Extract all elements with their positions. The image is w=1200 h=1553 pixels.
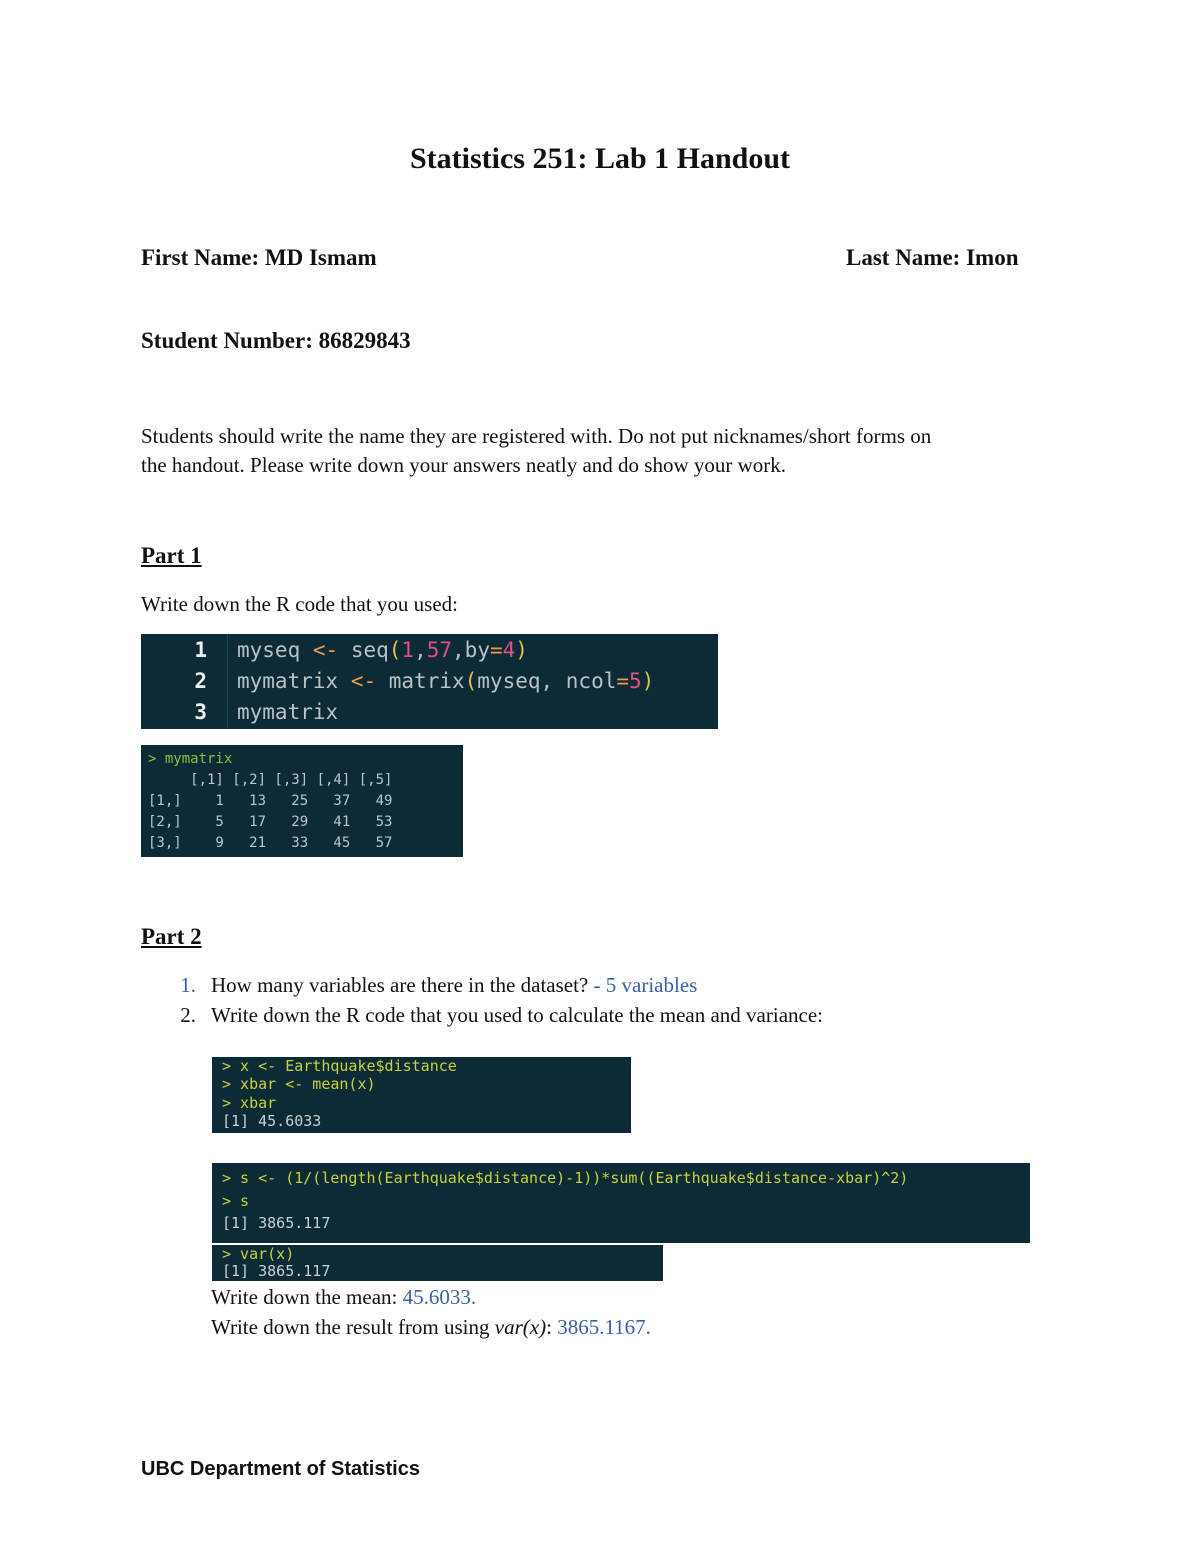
last-name-value: Imon — [966, 245, 1019, 270]
question-1-number: 1. — [180, 973, 196, 997]
footer-department: UBC Department of Statistics — [141, 1458, 420, 1480]
editor-line-1: 1 myseq <- seq(1,57,by=4) — [141, 635, 718, 666]
var-label-colon: : — [546, 1315, 552, 1339]
console-line: > s <- (1/(length(Earthquake$distance)-1))*sum((Earthquake$distance-xbar)^2) — [222, 1169, 909, 1187]
console-matrix-row: [1,] 1 13 25 37 49 — [148, 793, 393, 809]
student-number-label: Student Number: — [141, 328, 313, 353]
question-1-answer: - 5 variables — [593, 973, 698, 997]
var-label-prefix: Write down the result from using — [211, 1315, 495, 1339]
question-2-text: Write down the R code that you used to calculate the mean and variance: — [211, 1003, 824, 1027]
mean-console-screenshot — [212, 1057, 631, 1133]
var-label-function: var(x) — [494, 1315, 547, 1339]
mean-answer-line — [211, 1283, 476, 1312]
console-matrix-header: [,1] [,2] [,3] [,4] [,5] — [148, 772, 393, 788]
part2-heading: Part 2 — [141, 924, 202, 949]
line-number: 1 — [194, 638, 207, 662]
student-number-value: 86829843 — [318, 328, 411, 353]
last-name-field — [846, 245, 1019, 271]
mean-label: Write down the mean: — [211, 1285, 398, 1309]
console-matrix-row: [3,] 9 21 33 45 57 — [148, 835, 393, 851]
part1-prompt: Write down the R code that you used: — [141, 592, 458, 616]
instructions-line-1: Students should write the name they are registered with. Do not put nicknames/short forms on — [141, 424, 932, 448]
line-number: 3 — [194, 700, 207, 724]
last-name-label: Last Name: — [846, 245, 961, 270]
first-name-field — [141, 245, 377, 271]
question-2-number: 2. — [180, 1003, 196, 1027]
console-line: > x <- Earthquake$distance — [222, 1057, 457, 1075]
part1-heading: Part 1 — [141, 543, 202, 568]
page-title: Statistics 251: Lab 1 Handout — [409, 142, 791, 175]
editor-line-2: 2 mymatrix <- matrix(myseq, ncol=5) — [141, 666, 718, 697]
instructions-line-2: the handout. Please write down your answers neatly and do show your work. — [141, 453, 787, 477]
console-output: [1] 3865.117 — [222, 1214, 331, 1232]
console-line: > var(x) — [222, 1245, 295, 1263]
console-output: [1] 45.6033 — [222, 1112, 322, 1130]
var-function-console-screenshot — [212, 1245, 663, 1281]
console-line: > xbar — [222, 1094, 277, 1112]
variance-console-screenshot — [212, 1163, 1030, 1243]
console-output: [1] 3865.117 — [222, 1262, 331, 1280]
question-1-text: How many variables are there in the dataset? — [211, 973, 589, 997]
student-number-field — [141, 328, 411, 354]
editor-line-3: 3 mymatrix — [141, 697, 718, 728]
console-matrix-row: [2,] 5 17 29 41 53 — [148, 814, 393, 830]
line-number: 2 — [194, 669, 207, 693]
console-prompt: > mymatrix — [148, 751, 233, 767]
console-line: > s — [222, 1192, 250, 1210]
first-name-value: MD Ismam — [264, 245, 377, 270]
instructions — [141, 422, 1061, 480]
mean-answer: 45.6033. — [402, 1285, 477, 1309]
matrix-console-screenshot — [141, 745, 463, 857]
var-answer-line — [211, 1313, 651, 1342]
r-editor-screenshot — [141, 634, 718, 729]
var-answer: 3865.1167. — [557, 1315, 651, 1339]
console-line: > xbar <- mean(x) — [222, 1075, 376, 1093]
first-name-label: First Name: — [141, 245, 260, 270]
